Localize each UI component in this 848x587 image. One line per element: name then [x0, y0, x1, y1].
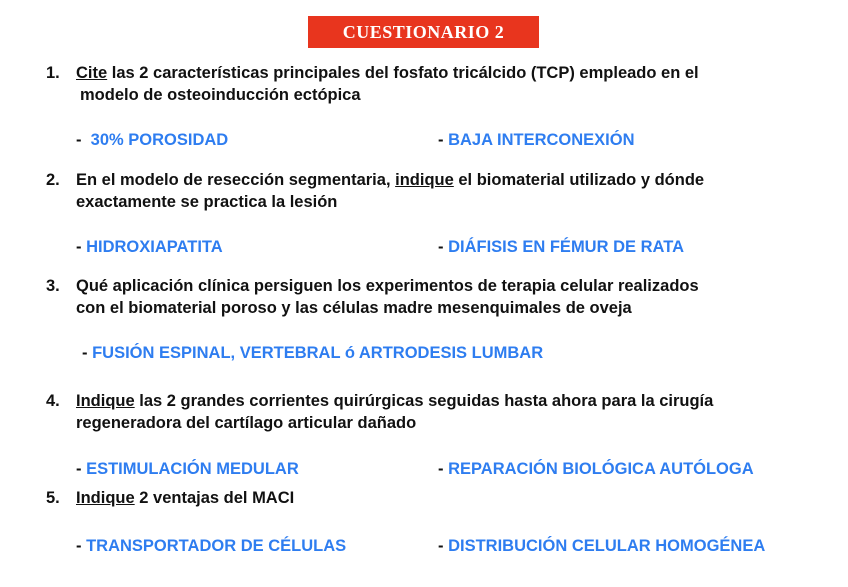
answer-dash: - — [438, 460, 444, 478]
question-number: 1. — [46, 64, 60, 82]
question-text-continued: regeneradora del cartílago articular dañado — [76, 414, 417, 432]
question-4 — [46, 390, 713, 434]
answer-dash: - — [76, 238, 82, 256]
answer-1a — [76, 131, 228, 150]
answer-text: FUSIÓN ESPINAL, VERTEBRAL ó ARTRODESIS LUMBAR — [92, 344, 544, 362]
answer-text: 30% POROSIDAD — [90, 131, 229, 149]
question-number: 4. — [46, 392, 60, 410]
question-3 — [46, 275, 699, 319]
question-keyword: Indique — [76, 489, 135, 507]
question-keyword: Cite — [76, 64, 108, 82]
question-text-continued: exactamente se practica la lesión — [76, 193, 338, 211]
answer-2a — [76, 238, 223, 257]
question-number: 3. — [46, 277, 60, 295]
question-text: el biomaterial utilizado y dónde — [453, 171, 705, 189]
answer-text: REPARACIÓN BIOLÓGICA AUTÓLOGA — [448, 460, 754, 478]
answer-3a — [82, 344, 543, 363]
answer-dash: - — [76, 537, 82, 555]
question-keyword: Indique — [76, 392, 135, 410]
answer-text: HIDROXIAPATITA — [86, 238, 223, 256]
question-text: las 2 grandes corrientes quirúrgicas seguidas hasta ahora para la cirugía — [134, 392, 714, 410]
answer-text: DIÁFISIS EN FÉMUR DE RATA — [448, 238, 684, 256]
answer-dash: - — [82, 344, 88, 362]
answer-2b — [438, 238, 684, 257]
question-text-continued: con el biomaterial poroso y las células madre mesenquimales de oveja — [76, 299, 632, 317]
answer-dash: - — [438, 537, 444, 555]
page-title: CUESTIONARIO 2 — [308, 16, 539, 48]
answer-text: DISTRIBUCIÓN CELULAR HOMOGÉNEA — [448, 537, 766, 555]
question-text: 2 ventajas del MACI — [134, 489, 295, 507]
question-5 — [46, 487, 294, 509]
question-keyword: indique — [395, 171, 454, 189]
question-text: las 2 características principales del fosfato tricálcido (TCP) empleado en el — [107, 64, 699, 82]
answer-dash: - — [76, 460, 82, 478]
answer-dash: - — [76, 131, 82, 149]
answer-5a — [76, 537, 346, 556]
answer-text: ESTIMULACIÓN MEDULAR — [86, 460, 299, 478]
question-2 — [46, 169, 704, 213]
question-number: 5. — [46, 489, 60, 507]
answer-dash: - — [438, 238, 444, 256]
answer-dash: - — [438, 131, 444, 149]
question-text-continued: modelo de osteoinducción ectópica — [80, 86, 361, 104]
question-text: En el modelo de resección segmentaria, — [76, 171, 396, 189]
answer-text: BAJA INTERCONEXIÓN — [448, 131, 635, 149]
answer-5b — [438, 537, 765, 556]
answer-4a — [76, 460, 299, 479]
question-1 — [46, 62, 699, 106]
answer-text: TRANSPORTADOR DE CÉLULAS — [86, 537, 347, 555]
answer-1b — [438, 131, 635, 150]
answer-4b — [438, 460, 754, 479]
question-number: 2. — [46, 171, 60, 189]
question-text: Qué aplicación clínica persiguen los experimentos de terapia celular realizados — [76, 277, 699, 295]
